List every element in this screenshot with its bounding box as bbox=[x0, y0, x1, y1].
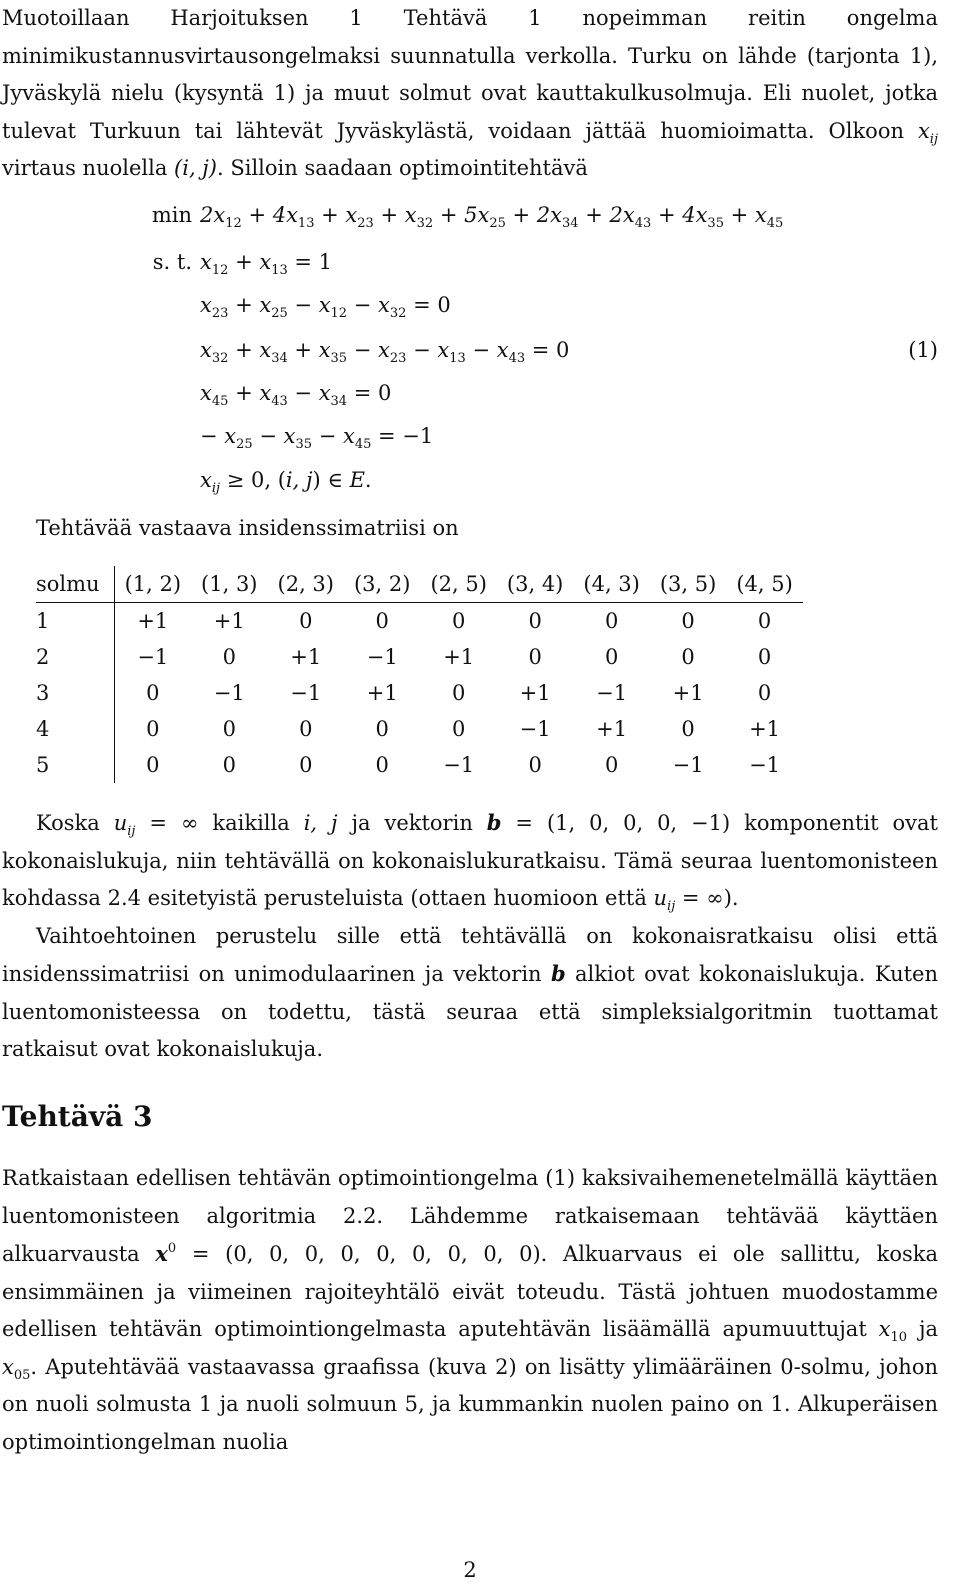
incidence-cell: 0 bbox=[222, 753, 236, 777]
optimization-problem bbox=[0, 198, 960, 508]
flow-variable: x bbox=[917, 118, 930, 143]
equals-infinity-2: = ∞ bbox=[675, 886, 724, 910]
alt-text-1: Vaihtoehtoinen perustelu sille että tehtävällä on kokonaisratkaisu olisi että insidenssimatriisi on unimodulaarinen ja vektorin bbox=[2, 923, 938, 986]
incidence-cell: +1 bbox=[290, 645, 322, 669]
incidence-cell: 0 bbox=[757, 609, 772, 633]
incidence-cell: +1 bbox=[519, 681, 551, 705]
header-cell: (1, 2) bbox=[114, 566, 191, 603]
capacity-variable: u bbox=[113, 811, 128, 835]
incidence-cell: 0 bbox=[222, 717, 236, 741]
intro-text-2: virtaus nuolella bbox=[2, 156, 175, 180]
incidence-row bbox=[36, 603, 803, 640]
node-label-cell: 1 bbox=[36, 603, 114, 640]
incidence-cell: 0 bbox=[452, 681, 466, 705]
incidence-cell: 0 bbox=[299, 753, 313, 777]
incidence-cell: 0 bbox=[681, 645, 695, 669]
index-pair: i, j bbox=[303, 811, 338, 835]
header-cell: (4, 3) bbox=[573, 566, 649, 603]
incidence-cell: 0 bbox=[528, 753, 542, 777]
intro-text-3: . Silloin saadaan optimointitehtävä bbox=[217, 156, 588, 180]
incidence-cell: +1 bbox=[137, 609, 169, 633]
t3-text-3: ja bbox=[907, 1317, 938, 1341]
header-cell: (3, 5) bbox=[650, 566, 726, 603]
equation-number: (1) bbox=[908, 338, 938, 362]
tehtava3-paragraph bbox=[2, 1160, 938, 1461]
incidence-cell: 0 bbox=[528, 645, 542, 669]
incidence-row bbox=[36, 711, 803, 747]
incidence-cell: 0 bbox=[222, 645, 236, 669]
incidence-cell: 0 bbox=[528, 609, 542, 633]
constraint-5: − $x_{25} - x_{35} - x_{45} = -1$ bbox=[200, 424, 434, 452]
incidence-cell: +1 bbox=[443, 645, 475, 669]
incidence-cell: 0 bbox=[757, 681, 772, 705]
incidence-cell: −1 bbox=[443, 753, 475, 777]
incidence-cell: +1 bbox=[672, 681, 704, 705]
constraint-4: $x_{45} + x_{43} - x_{34} = 0$ bbox=[200, 381, 392, 409]
node-label-cell: 2 bbox=[36, 639, 114, 675]
incidence-cell: 0 bbox=[452, 717, 466, 741]
incidence-row bbox=[36, 675, 803, 711]
vector-b-2: b bbox=[550, 961, 566, 986]
incidence-row bbox=[36, 639, 803, 675]
flow-variable-subscript: ij bbox=[929, 131, 938, 147]
koska-text-1: Koska bbox=[36, 811, 114, 835]
intro-text-1: Muotoillaan Harjoituksen 1 Tehtävä 1 nopeimman reitin ongelma minimikustannusvirtausongelmaksi suunnatulla verkolla. Turku on lähde (tarjonta 1), Jyväskylä nielu (kysyntä 1) ja muut solmut ovat kauttakulkusolmuja. Eli nuolet, jotka tulevat Turkuun tai lähtevät Jyväskylästä, voidaan jättää huomioimatta. Olkoon bbox=[2, 6, 938, 143]
constraint-3: $x_{32} + x_{34} + x_{35} - x_{23} - x_{13} - x_{43} = 0$ bbox=[200, 338, 570, 366]
table-intro: Tehtävää vastaava insidenssimatriisi on bbox=[36, 516, 459, 540]
intro-paragraph bbox=[2, 0, 938, 188]
incidence-cell: −1 bbox=[596, 681, 628, 705]
equals-infinity: = ∞ bbox=[135, 811, 199, 835]
incidence-cell: 0 bbox=[299, 717, 313, 741]
initial-guess-superscript: 0 bbox=[167, 1241, 177, 1256]
constraint-nonneg: $x_{ij} \ge 0$, (i, j) ∈ E. bbox=[200, 468, 372, 496]
incidence-row bbox=[36, 747, 803, 783]
t3-text-4: . Aputehtävää vastaavassa graafissa (kuva 2) on lisätty ylimääräinen 0-solmu, johon on nuoli solmusta 1 ja nuoli solmuun 5, ja kummankin nuolen paino on 1. Alkuperäisen optimointiongelman nuolia bbox=[2, 1354, 938, 1454]
header-cell: solmu bbox=[36, 566, 114, 603]
incidence-cell: +1 bbox=[213, 609, 245, 633]
incidence-header-row bbox=[36, 566, 803, 603]
incidence-cell: 0 bbox=[604, 609, 619, 633]
capacity-variable-2: u bbox=[653, 886, 668, 910]
koska-text-3: ja vektorin bbox=[337, 811, 487, 835]
aux-variable-x05-subscript: 05 bbox=[13, 1367, 31, 1383]
koska-text-2: kaikilla bbox=[198, 811, 304, 835]
incidence-cell: 0 bbox=[146, 753, 160, 777]
header-cell: (3, 4) bbox=[497, 566, 573, 603]
initial-guess-value: = (0, 0, 0, 0, 0, 0, 0, 0, 0) bbox=[176, 1242, 541, 1266]
incidence-cell: 0 bbox=[604, 645, 619, 669]
node-label-cell: 5 bbox=[36, 747, 114, 783]
aux-variable-x10: x bbox=[878, 1317, 891, 1341]
vector-b: b bbox=[486, 810, 502, 835]
t3-text-1: Ratkaistaan edellisen tehtävän optimointiongelma (1) kaksivaihemenetelmällä käyttäen luentomonisteen algoritmia 2.2. Lähdemme ratkaisemaan tehtävää käyttäen alkuarvausta bbox=[2, 1166, 938, 1266]
node-label-cell: 3 bbox=[36, 675, 114, 711]
header-cell: (1, 3) bbox=[191, 566, 267, 603]
incidence-cell: 0 bbox=[375, 717, 389, 741]
aux-variable-x05: x bbox=[2, 1354, 14, 1379]
header-cell: (2, 5) bbox=[420, 566, 496, 603]
objective-function: $2x_{12} + 4x_{13} + x_{23} + x_{32} + 5x_{25} + 2x_{34} + 2x_{43} + 4x_{35} + x_{45}$ bbox=[200, 203, 784, 231]
incidence-cell: −1 bbox=[366, 645, 398, 669]
incidence-cell: 0 bbox=[375, 609, 389, 633]
incidence-matrix bbox=[36, 566, 803, 783]
aux-variable-x10-subscript: 10 bbox=[890, 1330, 908, 1345]
node-label-cell: 4 bbox=[36, 711, 114, 747]
incidence-cell: 0 bbox=[681, 609, 695, 633]
vector-b-value: = (1, 0, 0, 0, −1) bbox=[501, 811, 731, 835]
header-cell: (4, 5) bbox=[726, 566, 802, 603]
incidence-cell: 0 bbox=[604, 753, 619, 777]
koska-text-5: ). bbox=[723, 886, 739, 910]
incidence-cell: +1 bbox=[596, 717, 628, 741]
min-label: min bbox=[151, 203, 192, 227]
arc-pair: (i, j) bbox=[174, 156, 217, 180]
incidence-cell: −1 bbox=[213, 681, 245, 705]
incidence-cell: 0 bbox=[299, 609, 313, 633]
alt-text-2: alkiot ovat kokonaislukuja. Kuten luentomonisteessa on todettu, tästä seuraa että simpleksialgoritmin tuottamat ratkaisut ovat kokonaislukuja. bbox=[2, 962, 938, 1061]
incidence-cell: −1 bbox=[519, 717, 551, 741]
header-cell: (2, 3) bbox=[268, 566, 344, 603]
koska-text-4: komponentit ovat kokonaislukuja, niin tehtävällä on kokonaislukuratkaisu. Tämä seuraa luentomonisteen kohdassa 2.4 esitetyistä perusteluista (ottaen huomioon että bbox=[2, 811, 938, 910]
capacity-variable-2-subscript: ij bbox=[667, 899, 676, 914]
page-number: 2 bbox=[463, 1558, 477, 1582]
capacity-variable-subscript: ij bbox=[127, 824, 136, 839]
incidence-cell: −1 bbox=[672, 753, 704, 777]
constraint-2: $x_{23} + x_{25} - x_{12} - x_{32} = 0$ bbox=[200, 293, 451, 321]
incidence-cell: 0 bbox=[452, 609, 466, 633]
constraint-1: $x_{12} + x_{13} = 1$ bbox=[200, 250, 333, 278]
koska-paragraph bbox=[2, 804, 938, 1069]
incidence-cell: +1 bbox=[749, 717, 781, 741]
header-cell: (3, 2) bbox=[344, 566, 420, 603]
incidence-cell: −1 bbox=[137, 645, 169, 669]
incidence-cell: 0 bbox=[146, 681, 160, 705]
incidence-cell: +1 bbox=[366, 681, 398, 705]
initial-guess-vector: x bbox=[155, 1241, 168, 1266]
incidence-cell: −1 bbox=[290, 681, 322, 705]
incidence-cell: 0 bbox=[375, 753, 389, 777]
st-label: s. t. bbox=[152, 250, 192, 274]
section-heading: Tehtävä 3 bbox=[2, 1100, 153, 1133]
incidence-cell: 0 bbox=[681, 717, 695, 741]
t3-text-2: . Alkuarvaus ei ole sallittu, koska ensimmäinen ja viimeinen rajoiteyhtälö eivät toteudu. Tästä johtuen muodostamme edellisen tehtävän optimointiongelmasta aputehtävän lisäämällä apumuuttujat bbox=[2, 1242, 938, 1341]
incidence-cell: 0 bbox=[757, 645, 772, 669]
incidence-cell: −1 bbox=[749, 753, 781, 777]
incidence-cell: 0 bbox=[146, 717, 160, 741]
